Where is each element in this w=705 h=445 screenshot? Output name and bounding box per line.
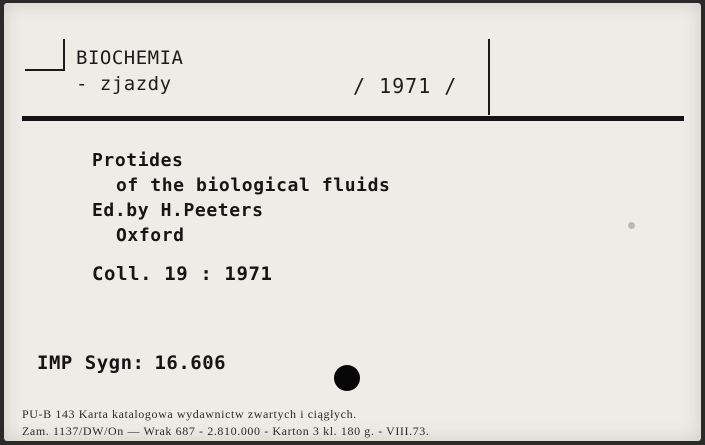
entry-title: Protides: [92, 150, 184, 171]
call-number-value: 16.606: [154, 352, 227, 374]
entry-editor: Ed.by H.Peeters: [92, 200, 264, 221]
entry-subtitle: of the biological fluids: [116, 175, 391, 196]
footer-line-print: Zam. 1137/DW/On — Wrak 687 - 2.810.000 - Karton 3 kl. 180 g. - VIII.73.: [22, 424, 430, 438]
corner-mark-horizontal: [25, 69, 65, 71]
footer-line-form: PU-B 143 Karta katalogowa wydawnictw zwartych i ciągłych.: [22, 407, 357, 421]
corner-mark-vertical: [63, 39, 65, 71]
card-punch-hole: [334, 365, 360, 391]
paper-speck: [628, 222, 635, 229]
header-rule: [22, 116, 684, 121]
subject-heading: BIOCHEMIA: [76, 47, 184, 69]
entry-place: Oxford: [116, 225, 185, 246]
entry-collation: Coll. 19 : 1971: [92, 263, 273, 285]
catalog-card: [4, 3, 701, 441]
call-number-label: IMP Sygn:: [37, 352, 145, 374]
heading-year: / 1971 /: [353, 74, 458, 98]
header-divider-vertical: [488, 39, 490, 115]
subject-subheading: - zjazdy: [76, 73, 172, 95]
call-number: [37, 352, 226, 374]
